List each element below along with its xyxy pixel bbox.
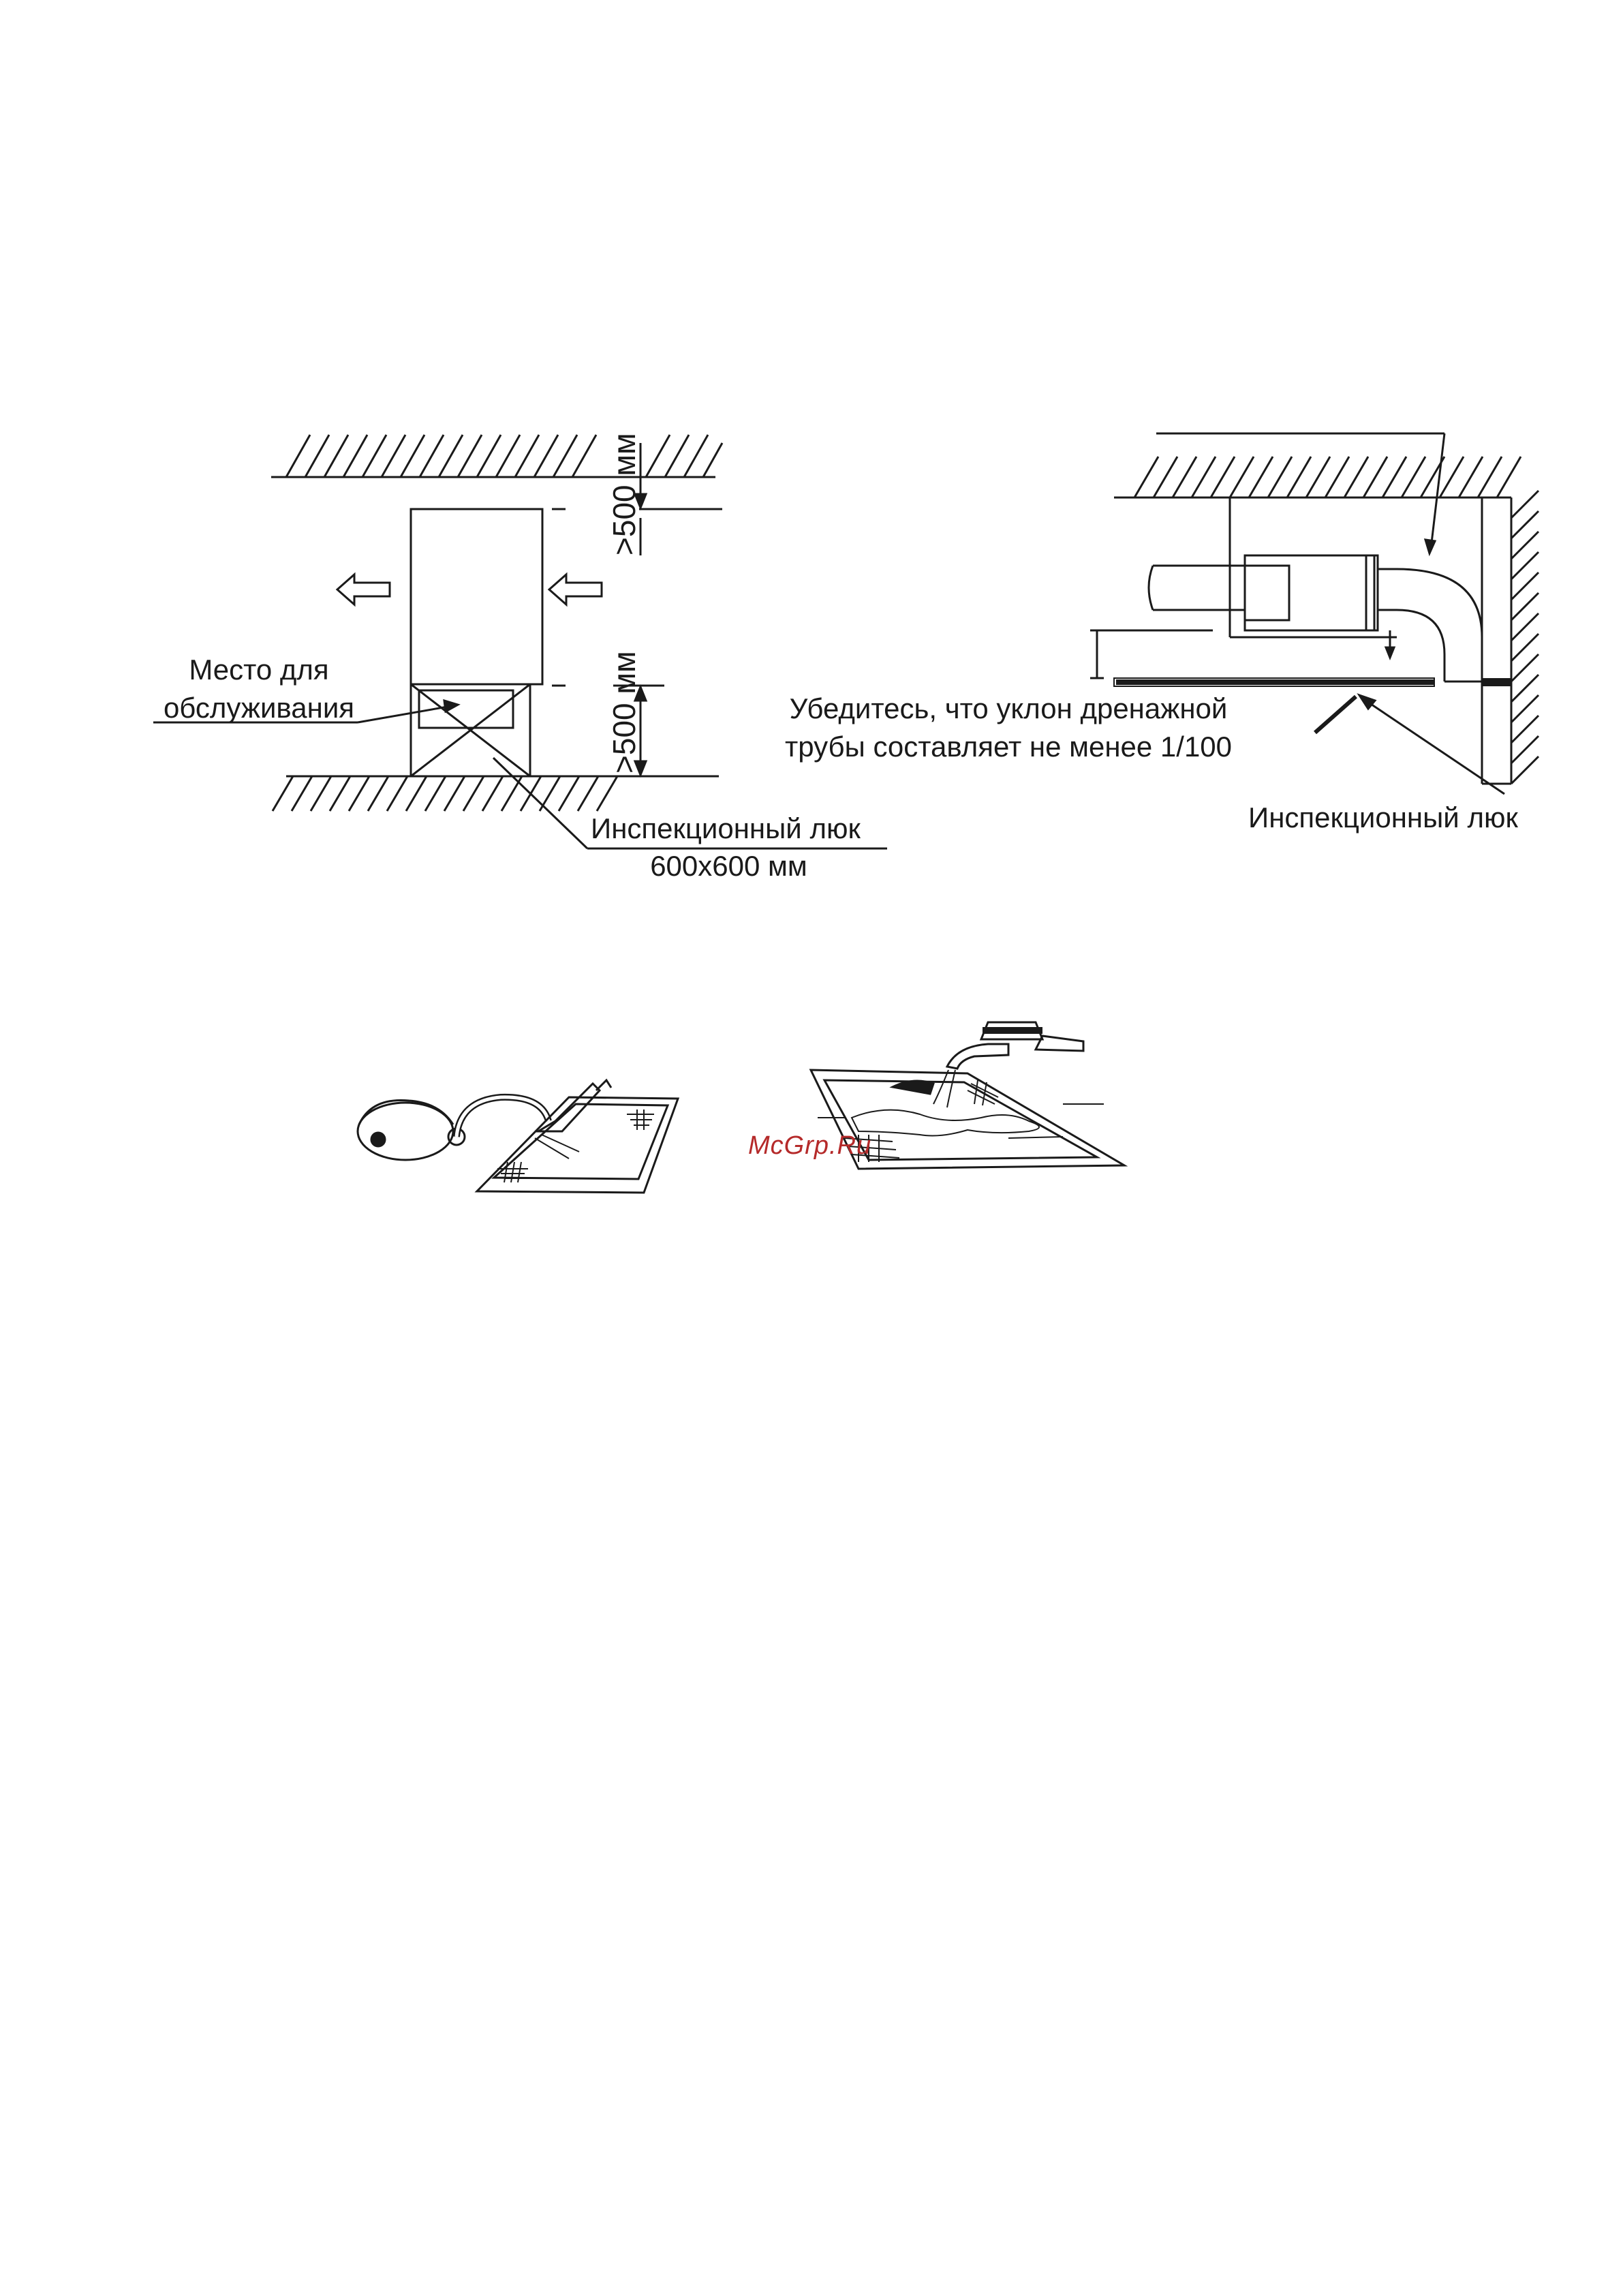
wall-hatch xyxy=(1511,491,1539,784)
washing-filter-illustration xyxy=(804,1002,1172,1220)
hatch-leader-right xyxy=(1363,699,1504,794)
hatch-label-left-line1: Инспекционный люк xyxy=(591,812,861,844)
dim-bottom-label: >500 мм xyxy=(606,651,642,774)
airflow-arrow-right xyxy=(549,575,602,604)
right-installation-diagram xyxy=(749,0,1623,920)
unit-body xyxy=(411,509,542,684)
left-installation-diagram xyxy=(0,0,861,920)
vacuum-wand xyxy=(538,1084,600,1131)
vacuum-cleaning-illustration xyxy=(344,1022,698,1199)
right-diagram-drawing xyxy=(749,0,1623,920)
service-label xyxy=(146,651,371,727)
airflow-arrow-left xyxy=(337,575,390,604)
water-stream xyxy=(933,1070,955,1107)
false-ceiling-right xyxy=(1482,678,1511,686)
false-ceiling-dots xyxy=(1116,679,1434,685)
vacuum-wheel xyxy=(371,1133,385,1146)
unit-front-panel xyxy=(1245,566,1289,620)
floor-hatch xyxy=(273,776,617,811)
inspection-hatch-door xyxy=(1315,697,1356,733)
supply-duct xyxy=(1378,569,1482,682)
hatch-label-left-line2: 600x600 мм xyxy=(650,850,807,882)
service-label-line1: Место для xyxy=(189,654,329,686)
hatch-label-right: Инспекционный люк xyxy=(1248,801,1518,833)
slope-note-line2: трубы составляет не менее 1/100 xyxy=(784,731,1233,763)
slope-note xyxy=(763,690,1254,766)
dim-top-label: >500 мм xyxy=(606,433,642,555)
service-label-line2: обслуживания xyxy=(163,692,355,724)
watermark: McGrp.Ru xyxy=(748,1131,872,1160)
service-leader xyxy=(358,705,455,722)
hatch-leader xyxy=(493,758,587,848)
water-splash xyxy=(852,1110,1039,1136)
vacuum-body xyxy=(358,1103,453,1160)
ceiling-hatch-right xyxy=(1134,457,1521,498)
left-diagram-drawing xyxy=(0,0,818,920)
ceiling-hatch xyxy=(286,435,722,477)
slope-note-line1: Убедитесь, что уклон дренажной xyxy=(789,692,1228,724)
